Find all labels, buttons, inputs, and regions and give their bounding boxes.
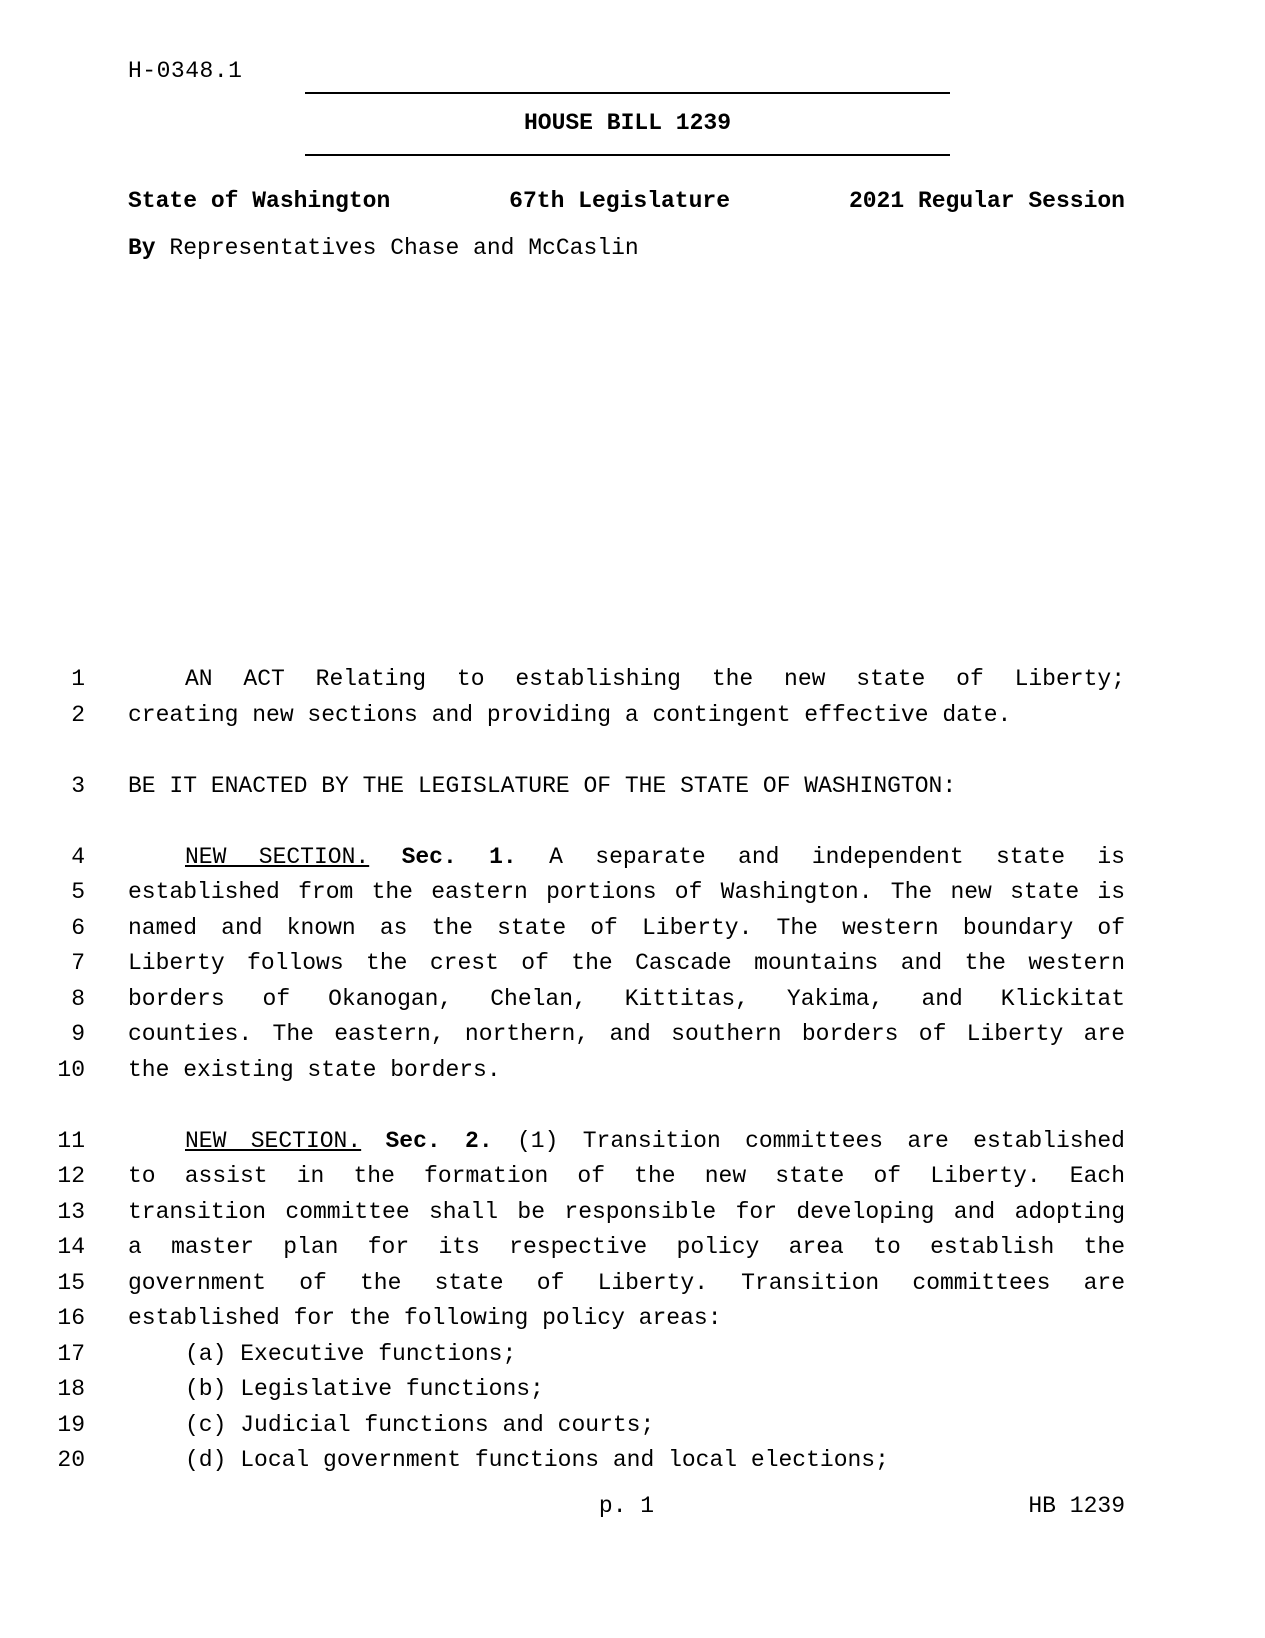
meta-state: State of Washington [128, 188, 391, 214]
text-segment: counties. The eastern, northern, and southern borders of Liberty are [128, 1021, 1125, 1047]
text-segment: (1) Transition committees are established [492, 1127, 1125, 1154]
meta-session: 2021 Regular Session [848, 188, 1125, 214]
line-number: 14 [57, 1234, 85, 1260]
text-segment: (a) Executive functions; [185, 1340, 517, 1367]
line-text [128, 1266, 1125, 1302]
line-number: 1 [71, 666, 85, 692]
line-number: 7 [71, 950, 85, 976]
line-text [128, 1443, 1125, 1479]
text-line [0, 1301, 1265, 1337]
page-footer [128, 1489, 1125, 1524]
line-number: 15 [57, 1269, 85, 1296]
blank-space [0, 266, 1265, 662]
text-segment: to assist in the formation of the new state of Liberty. Each [128, 1163, 1125, 1189]
text-line [0, 1017, 1265, 1053]
line-number: 16 [57, 1305, 85, 1331]
text-segment: Liberty follows the crest of the Cascade mountains and the western [128, 950, 1125, 976]
text-segment: established from the eastern portions of Washington. The new state is [128, 879, 1125, 905]
text-segment [361, 1128, 385, 1154]
meta-legislature: 67th Legislature [509, 188, 731, 214]
text-line [0, 1053, 1265, 1089]
line-number: 6 [71, 914, 85, 941]
line-text [128, 840, 1125, 876]
line-number: 3 [71, 772, 85, 799]
line-number: 10 [57, 1056, 85, 1083]
text-segment: government of the state of Liberty. Transition committees are [128, 1269, 1125, 1296]
text-segment: (c) Judicial functions and courts; [185, 1411, 655, 1438]
text-line [0, 1195, 1265, 1231]
line-number: 4 [71, 843, 85, 870]
line-number: 5 [71, 879, 85, 905]
text-line [0, 1372, 1265, 1408]
text-segment: (d) Local government functions and local elections; [185, 1447, 889, 1473]
section-number-label: Sec. 1. [401, 843, 517, 870]
line-text [128, 1337, 1125, 1373]
line-text [128, 1230, 1125, 1266]
text-segment: established for the following policy areas: [128, 1305, 722, 1331]
text-segment: A separate and independent state is [516, 843, 1125, 870]
text-segment: the existing state borders. [128, 1056, 501, 1083]
text-line [0, 1408, 1265, 1444]
text-segment: transition committee shall be responsible for developing and adopting [128, 1198, 1125, 1225]
text-segment: AN ACT Relating to establishing the new state of Liberty; [185, 666, 1125, 692]
line-text [128, 1301, 1125, 1337]
bill-body [0, 662, 1265, 1479]
text-line [0, 911, 1265, 947]
text-line [0, 1159, 1265, 1195]
bill-number-footer: HB 1239 [1028, 1492, 1125, 1519]
bill-title: HOUSE BILL 1239 [523, 110, 732, 136]
line-number: 2 [71, 701, 85, 728]
text-line [0, 946, 1265, 982]
line-number: 8 [71, 985, 85, 1012]
line-text [128, 662, 1125, 698]
line-text [128, 1408, 1125, 1444]
line-text [128, 1124, 1125, 1160]
section-number-label: Sec. 2. [385, 1127, 493, 1154]
line-text [128, 1372, 1125, 1408]
text-line [0, 1443, 1265, 1479]
line-number: 9 [71, 1021, 85, 1047]
line-number: 19 [57, 1411, 85, 1438]
line-text [128, 698, 1125, 734]
text-segment: borders of Okanogan, Chelan, Kittitas, Yakima, and Klickitat [128, 985, 1125, 1012]
line-text [128, 1053, 1125, 1089]
sponsor-names: Representatives Chase and McCaslin [155, 235, 639, 261]
by-label: By [128, 235, 156, 261]
line-text [128, 1017, 1125, 1053]
new-section-label: NEW SECTION. [185, 1127, 362, 1154]
line-text [128, 769, 1125, 805]
text-segment: (b) Legislative functions; [185, 1376, 544, 1402]
text-segment: creating new sections and providing a contingent effective date. [128, 701, 1012, 728]
text-line [0, 769, 1265, 805]
line-number: 17 [57, 1340, 85, 1367]
text-segment: named and known as the state of Liberty. The western boundary of [128, 914, 1125, 941]
text-line [0, 1266, 1265, 1302]
text-line [0, 698, 1265, 734]
new-section-label: NEW SECTION. [185, 843, 370, 870]
line-text [128, 911, 1125, 947]
line-text [128, 1159, 1125, 1195]
text-line [0, 662, 1265, 698]
page-number: p. 1 [598, 1492, 655, 1519]
title-rule-bottom [305, 154, 950, 156]
text-line [0, 875, 1265, 911]
line-number: 20 [57, 1447, 85, 1473]
text-line [0, 1230, 1265, 1266]
text-line [0, 982, 1265, 1018]
line-number: 11 [57, 1127, 85, 1154]
text-line [0, 840, 1265, 876]
meta-row [128, 184, 1125, 219]
text-segment: a master plan for its respective policy area to establish the [128, 1234, 1125, 1260]
document-number: H-0348.1 [128, 58, 243, 84]
line-text [128, 875, 1125, 911]
text-segment: BE IT ENACTED BY THE LEGISLATURE OF THE STATE OF WASHINGTON: [128, 772, 957, 799]
line-text [128, 982, 1125, 1018]
line-text [128, 1195, 1125, 1231]
line-number: 13 [57, 1198, 85, 1225]
text-line [0, 1124, 1265, 1160]
sponsor-line [128, 231, 1265, 266]
line-text [128, 946, 1125, 982]
text-segment [369, 844, 401, 870]
text-line [0, 1337, 1265, 1373]
line-number: 12 [57, 1163, 85, 1189]
line-number: 18 [57, 1376, 85, 1402]
